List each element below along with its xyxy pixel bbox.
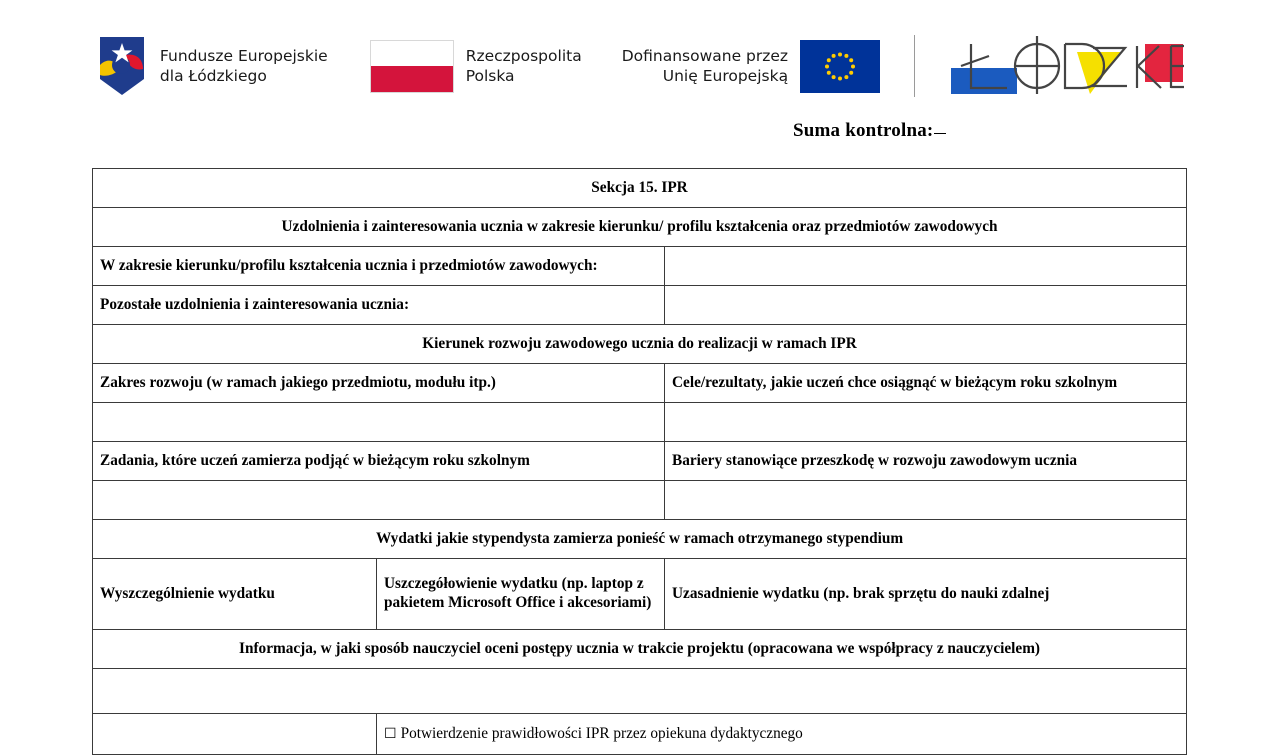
other-talents-label-cell: Pozostałe uzdolnienia i zainteresowania ucznia:	[93, 286, 665, 325]
barriers-label-cell: Bariery stanowiące przeszkodę w rozwoju zawodowym ucznia	[665, 442, 1187, 481]
table-row-evaluation-input	[93, 669, 1187, 714]
checksum-text: Suma kontrolna:	[793, 120, 934, 141]
poland-line-2: Polska	[465, 67, 515, 85]
checksum-blank-rule	[934, 133, 946, 134]
scope-label-cell: W zakresie kierunku/profilu kształcenia ucznia i przedmiotów zawodowych:	[93, 247, 665, 286]
republic-of-poland-label	[466, 46, 582, 87]
eu-funds-line-1: Fundusze Europejskie	[159, 46, 328, 65]
barriers-value-cell[interactable]	[665, 481, 1187, 520]
co-funded-label	[622, 46, 788, 87]
eu-funds-label	[160, 46, 328, 87]
evaluation-value-cell[interactable]	[93, 669, 1187, 714]
section-title-cell: Sekcja 15. IPR	[93, 169, 1187, 208]
republic-of-poland-logo	[370, 40, 582, 93]
co-funded-line-1: Dofinansowane przez	[621, 46, 789, 65]
table-row-tasks-headers	[93, 442, 1187, 481]
eu-funds-line-2: dla Łódzkiego	[159, 67, 267, 85]
table-row-tasks-inputs	[93, 481, 1187, 520]
eu-funds-logo	[96, 35, 328, 97]
subtitle-cell: Uzdolnienia i zainteresowania ucznia w zakresie kierunku/ profilu kształcenia oraz przedmiotów zawodowych	[93, 208, 1187, 247]
co-funded-by-eu-logo	[622, 40, 880, 93]
evaluation-title-cell: Informacja, w jaki sposób nauczyciel oceni postępy ucznia w trakcie projektu (opracowana we współpracy z nauczycielem)	[93, 630, 1187, 669]
dev-scope-value-cell[interactable]	[93, 403, 665, 442]
dev-scope-label-cell: Zakres rozwoju (w ramach jakiego przedmiotu, modułu itp.)	[93, 364, 665, 403]
other-talents-value-cell[interactable]	[665, 286, 1187, 325]
table-row-evaluation-title	[93, 630, 1187, 669]
tasks-label-cell: Zadania, które uczeń zamierza podjąć w bieżącym roku szkolnym	[93, 442, 665, 481]
confirmation-label: Potwierdzenie prawidłowości IPR przez opiekuna dydaktycznego	[400, 724, 803, 742]
dev-direction-title-cell: Kierunek rozwoju zawodowego ucznia do realizacji w ramach IPR	[93, 325, 1187, 364]
table-row-other-talents	[93, 286, 1187, 325]
dev-goals-label-cell: Cele/rezultaty, jakie uczeń chce osiągnąć w bieżącym roku szkolnym	[665, 364, 1187, 403]
confirmation-checkbox-cell[interactable]	[377, 714, 1187, 755]
table-row-expenses-headers	[93, 559, 1187, 630]
co-funded-line-2: Unię Europejską	[662, 67, 789, 85]
expense-reason-label-cell: Uzasadnienie wydatku (np. brak sprzętu do nauki zdalnej	[665, 559, 1187, 630]
expense-detail-label-cell: Uszczegółowienie wydatku (np. laptop z pakietem Microsoft Office i akcesoriami)	[377, 559, 665, 630]
tasks-value-cell[interactable]	[93, 481, 665, 520]
european-union-flag-icon	[800, 40, 880, 93]
poland-line-1: Rzeczpospolita	[465, 46, 582, 65]
confirmation-blank-cell[interactable]	[93, 714, 377, 755]
expense-item-label-cell: Wyszczególnienie wydatku	[93, 559, 377, 630]
table-row-section-title	[93, 169, 1187, 208]
polish-flag-icon	[370, 40, 454, 93]
logo-group	[96, 30, 1184, 102]
table-row-expenses-title	[93, 520, 1187, 559]
checksum-label	[793, 120, 946, 142]
lodzkie-region-logo	[949, 30, 1184, 102]
table-row-confirmation	[93, 714, 1187, 755]
ipr-form-table	[92, 168, 1187, 755]
expenses-title-cell: Wydatki jakie stypendysta zamierza ponieść w ramach otrzymanego stypendium	[93, 520, 1187, 559]
funding-logo-bar	[0, 18, 1280, 114]
eu-funds-star-icon	[96, 35, 148, 97]
table-row-subtitle	[93, 208, 1187, 247]
logo-divider	[914, 35, 915, 97]
table-row-scope	[93, 247, 1187, 286]
table-row-dev-headers	[93, 364, 1187, 403]
table-row-dev-direction-title	[93, 325, 1187, 364]
checkbox-icon[interactable]: ☐	[384, 725, 397, 742]
scope-value-cell[interactable]	[665, 247, 1187, 286]
dev-goals-value-cell[interactable]	[665, 403, 1187, 442]
table-row-dev-inputs	[93, 403, 1187, 442]
